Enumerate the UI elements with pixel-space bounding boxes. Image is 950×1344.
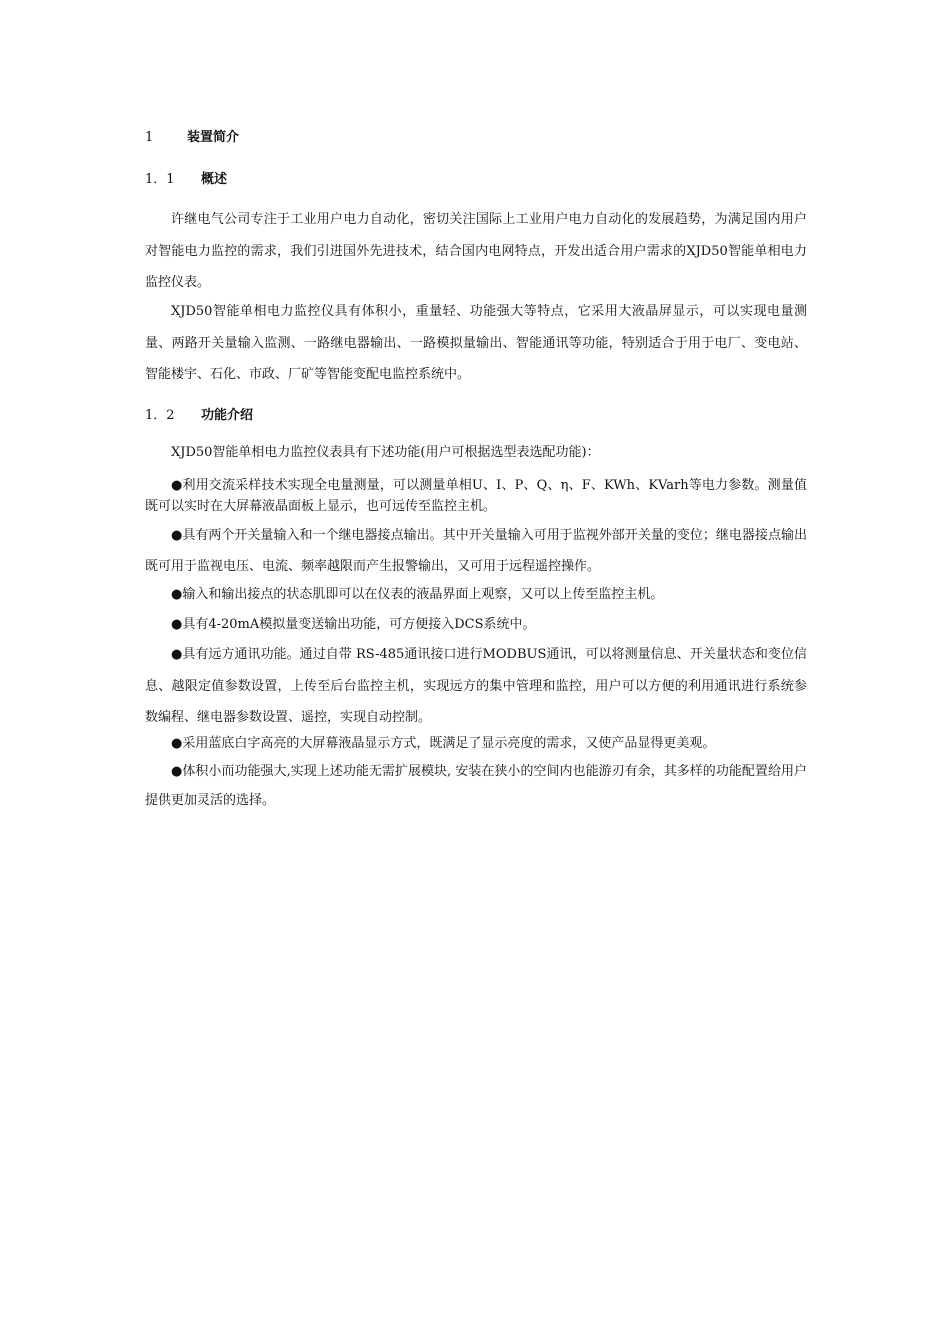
section-title: 装置简介 — [187, 130, 240, 145]
feature-bullet-communication: ●具有远方通讯功能。通过自带 RS-485通讯接口进行MODBUS通讯，可以将测量信息、开关量状态和变位信息、越限定值参数设置，上传至后台监控主机，实现远方的集中管理和监控，用户可以方便的利用通讯进行系统参数编程、继电器参数设置、遥控，实现自动控制。 — [145, 647, 807, 725]
feature-bullet-analog: ●具有4-20mA模拟量变送输出功能，可方便接入DCS系统中。 — [171, 617, 536, 632]
feature-bullet-compact: ●体积小而功能强大,实现上述功能无需扩展模块, 安装在狭小的空间内也能游刃有余，其多样的功能配置给用户提供更加灵活的选择。 — [145, 764, 807, 808]
section-heading-1-1 — [145, 170, 227, 190]
overview-paragraph-1: 许继电气公司专注于工业用户电力自动化，密切关注国际上工业用户电力自动化的发展趋势，为满足国内用户对智能电力监控的需求，我们引进国外先进技术，结合国内电网特点，开发出适合用户需求的XJD50智能单相电力监控仪表。 — [145, 212, 807, 290]
features-intro: XJD50智能单相电力监控仪表具有下述功能(用户可根据选型表选配功能)： — [171, 445, 600, 460]
feature-bullet-display: ●采用蓝底白字高亮的大屏幕液晶显示方式，既满足了显示亮度的需求，又使产品显得更美观。 — [171, 736, 716, 751]
section-number: 1 — [145, 130, 154, 145]
section-number: 1．1 — [145, 172, 175, 187]
section-title: 概述 — [201, 172, 228, 187]
feature-bullet-io: ●具有两个开关量输入和一个继电器接点输出。其中开关量输入可用于监视外部开关量的变位；继电器接点输出既可用于监视电压、电流、频率越限而产生报警输出，又可用于远程遥控操作。 — [145, 528, 807, 574]
overview-paragraph-2: XJD50智能单相电力监控仪具有体积小，重量轻、功能强大等特点，它采用大液晶屏显示，可以实现电量测量、两路开关量输入监测、一路继电器输出、一路模拟量输出、智能通讯等功能，特别适合于用于电厂、变电站、智能楼宇、石化、市政、厂矿等智能变配电监控系统中。 — [145, 304, 807, 382]
feature-bullet-status: ●输入和输出接点的状态肌即可以在仪表的液晶界面上观察，又可以上传至监控主机。 — [171, 587, 664, 602]
section-heading-1 — [145, 128, 239, 148]
section-title: 功能介绍 — [201, 408, 254, 423]
feature-bullet-measurement: ●利用交流采样技术实现全电量测量，可以测量单相U、I、P、Q、η、F、KWh、KVarh等电力参数。测量值既可以实时在大屏幕液晶面板上显示，也可远传至监控主机。 — [145, 478, 807, 514]
section-number: 1．2 — [145, 408, 175, 423]
section-heading-1-2 — [145, 406, 253, 426]
